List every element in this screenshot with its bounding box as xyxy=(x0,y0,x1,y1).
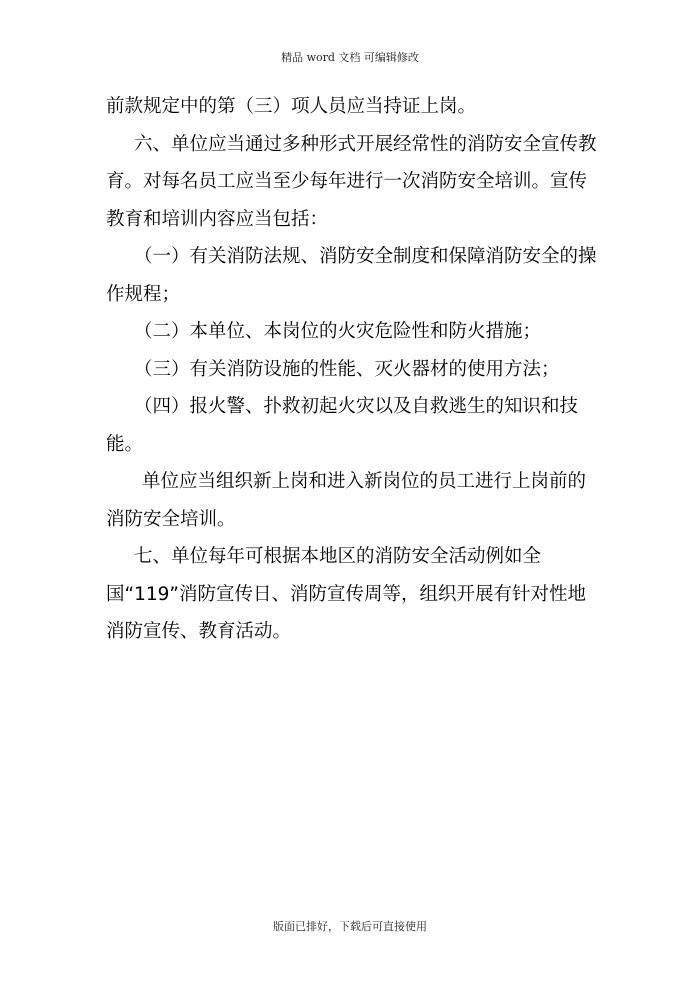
paragraph: （二）本单位、本岗位的火灾危险性和防火措施； xyxy=(134,321,542,342)
paragraph: （三）有关消防设施的性能、灭火器材的使用方法； xyxy=(134,358,560,380)
paragraph: 七、单位每年可根据本地区的消防安全活动例如全国“119”消防宣传日、消防宣传周等，组织开展有针对性地消防宣传、教育活动。 xyxy=(106,546,586,642)
page-header: 精品 word 文档 可编辑修改 xyxy=(281,51,419,64)
paragraph: 前款规定中的第（三）项人员应当持证上岗。 xyxy=(106,96,477,117)
paragraph: （一）有关消防法规、消防安全制度和保障消防安全的操作规程； xyxy=(106,246,597,305)
paragraph: 单位应当组织新上岗和进入新岗位的员工进行上岗前的消防安全培训。 xyxy=(106,471,587,530)
paragraph: （四）报火警、扑救初起火灾以及自救逃生的知识和技能。 xyxy=(106,396,579,455)
page-footer: 版面已排好，下载后可直接使用 xyxy=(273,920,427,933)
paragraph: 六、单位应当通过多种形式开展经常性的消防安全宣传教育。对每名员工应当至少每年进行一次消防安全培训。宣传教育和培训内容应当包括： xyxy=(106,133,597,230)
document-body xyxy=(106,88,602,651)
